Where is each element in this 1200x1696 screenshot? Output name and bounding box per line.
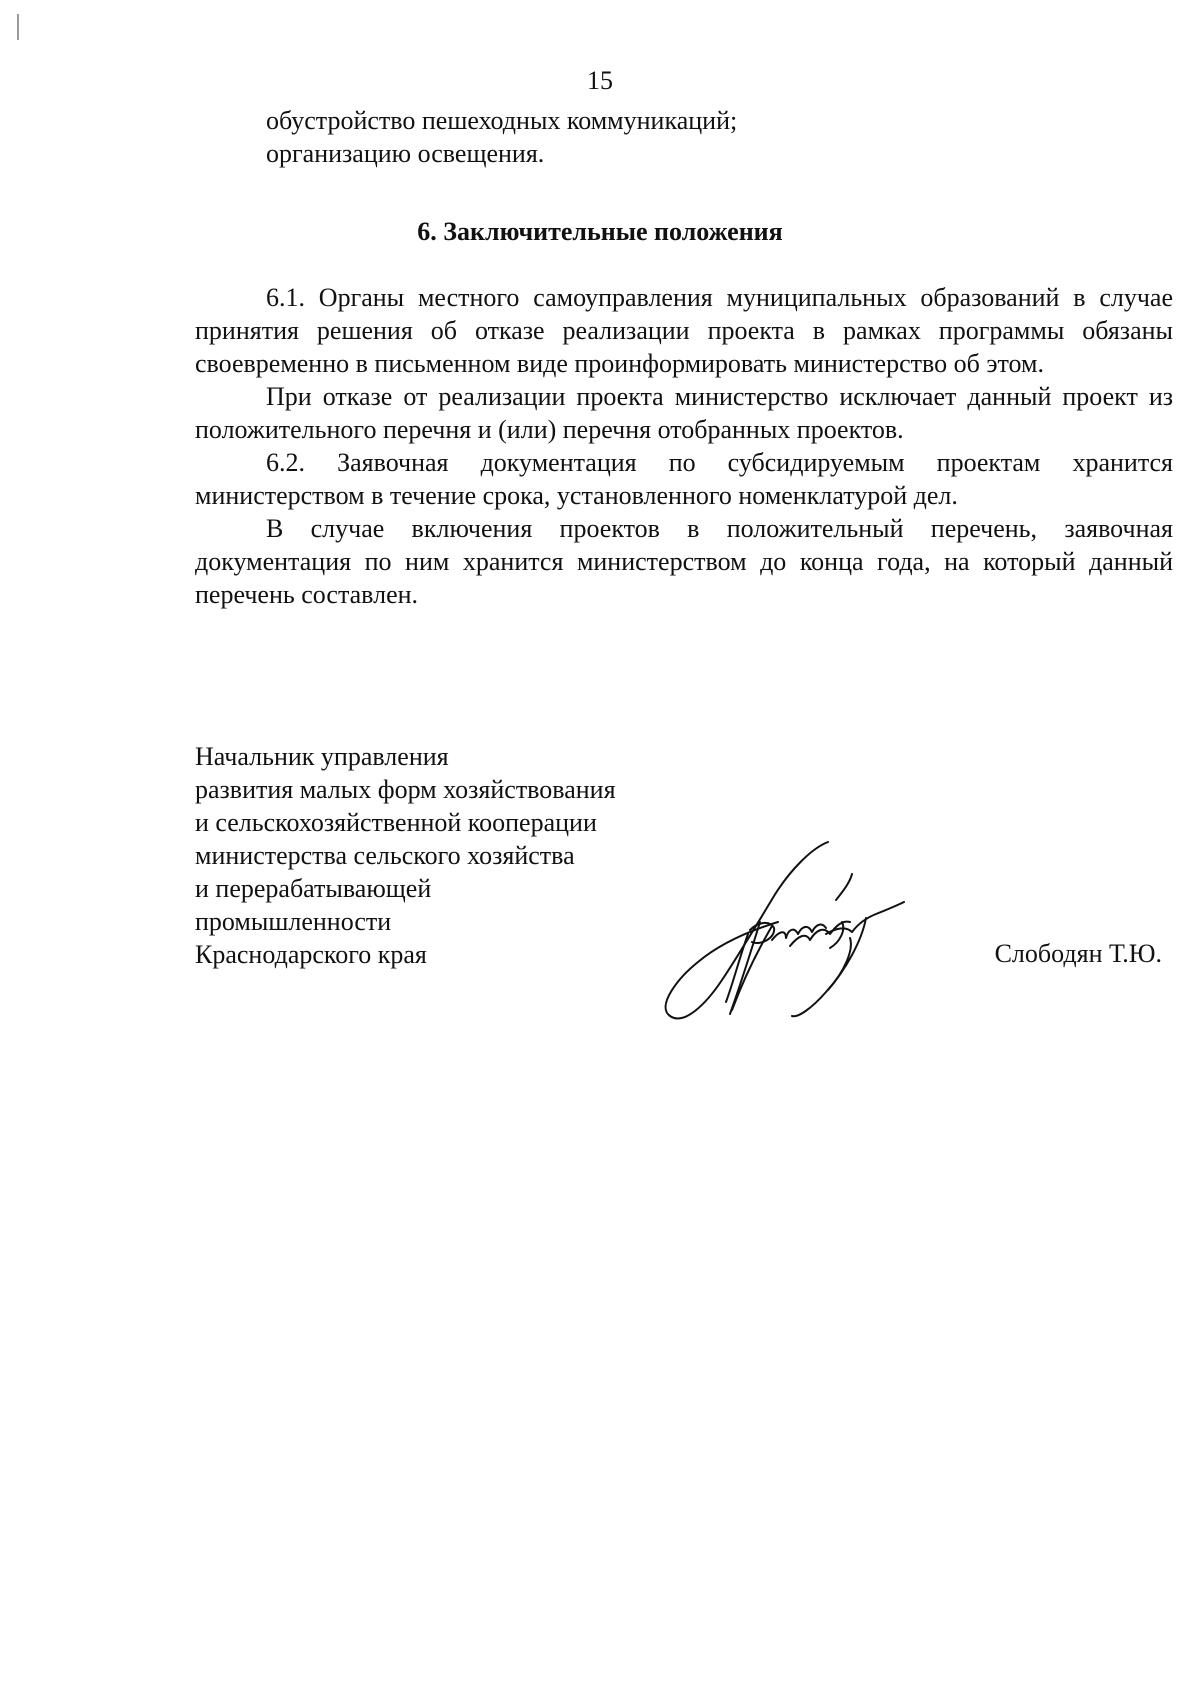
position-line-2: развития малых форм хозяйствования — [195, 775, 616, 804]
intro-line-1: обустройство пешеходных коммуникаций; — [266, 106, 738, 135]
intro-lines — [195, 104, 1173, 170]
page-number: 15 — [587, 66, 613, 95]
position-line-7: Краснодарского края — [195, 940, 427, 969]
paragraph-6-2: 6.2. Заявочная документация по субсидируемым проектам хранится министерством в течение срока, установленного номенклатурой дел. — [195, 448, 1173, 510]
section-title: 6. Заключительные положения — [417, 217, 783, 246]
position-line-3: и сельскохозяйственной кооперации — [195, 808, 597, 837]
paragraph-refusal: При отказе от реализации проекта министерство исключает данный проект из положительного перечня и (или) перечня отобранных проектов. — [195, 382, 1173, 444]
paragraph-inclusion: В случае включения проектов в положительный перечень, заявочная документация по ним хранится министерством до конца года, на который данный перечень составлен. — [195, 514, 1173, 609]
scan-edge-mark — [17, 14, 19, 40]
signatory-position — [195, 740, 616, 971]
paragraph-6-1: 6.1. Органы местного самоуправления муниципальных образований в случае принятия решения об отказе реализации проекта в рамках программы обязаны своевременно в письменном виде проинформировать министерство об этом. — [195, 283, 1173, 378]
handwritten-signature — [640, 830, 920, 1030]
intro-line-2: организацию освещения. — [266, 139, 545, 168]
position-line-6: промышленности — [195, 907, 392, 936]
position-line-5: и перерабатывающей — [195, 874, 432, 903]
position-line-1: Начальник управления — [195, 742, 449, 771]
section-body — [195, 281, 1173, 611]
position-line-4: министерства сельского хозяйства — [195, 841, 575, 870]
signer-name: Слободян Т.Ю. — [994, 939, 1162, 968]
